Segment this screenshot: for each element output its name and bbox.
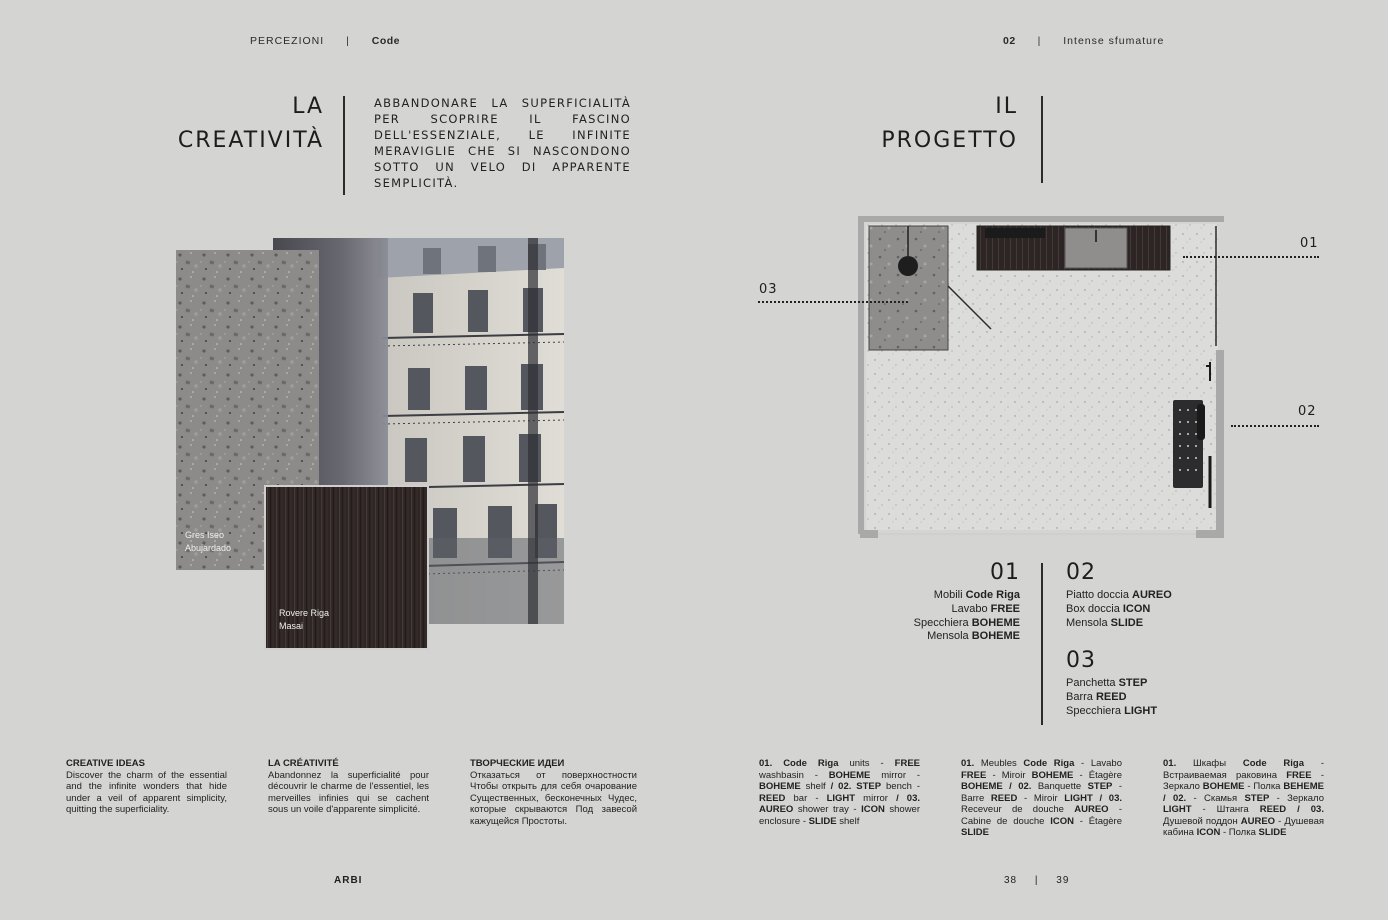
spec-run: - Зеркало xyxy=(1163,769,1324,792)
legend-item-model: AUREO xyxy=(1132,589,1172,601)
legend-list-03 xyxy=(1066,677,1226,718)
spec-run: - Étagère xyxy=(1073,769,1123,781)
spec-run: ICON xyxy=(1196,827,1221,838)
legend-group-01 xyxy=(880,560,1020,644)
legend-group-03 xyxy=(1066,648,1226,718)
spec-run: Code Riga xyxy=(1242,758,1305,769)
spec-run: 01. xyxy=(759,758,784,769)
legend-item xyxy=(1066,691,1226,705)
wood-swatch xyxy=(266,487,427,648)
legend-item xyxy=(880,603,1020,617)
legend-item-model: Code Riga xyxy=(965,589,1020,601)
spec-run: shower tray - xyxy=(793,804,862,815)
callout-01-leader xyxy=(1183,256,1319,258)
spec-run: REED xyxy=(759,792,786,804)
header-topic: Code xyxy=(371,35,401,47)
header-right-separator: | xyxy=(1037,35,1042,47)
legend-item-type: Specchiera xyxy=(913,616,972,629)
spec-run: LIGHT xyxy=(826,792,856,804)
legend-item-type: Mensola xyxy=(1066,616,1111,629)
legend-item-model: BOHEME xyxy=(971,630,1020,643)
spec-run: Receveur de douche xyxy=(961,804,1075,815)
spec-run: ICON xyxy=(861,804,885,815)
spec-run: SLIDE xyxy=(961,827,989,838)
legend-item-type: Piatto doccia xyxy=(1066,589,1133,601)
left-title xyxy=(120,90,324,158)
stone-swatch-name: Gres Iseo xyxy=(185,530,225,540)
spec-run: SLIDE xyxy=(1258,827,1287,838)
callout-03-leader xyxy=(758,301,908,303)
spec-run: BOHEME xyxy=(759,781,801,792)
spec-run: / 02. STEP xyxy=(830,781,882,792)
spec-run: Code Riga xyxy=(1023,758,1075,769)
spec-run: LIGHT / 03. xyxy=(1064,792,1123,804)
spec-run: - Полка xyxy=(1244,781,1284,792)
legend-item-type: Box doccia xyxy=(1066,602,1123,615)
left-lead: ABBANDONARE LA SUPERFICIALITÀ PER SCOPRIRE IL FASCINO DELL'ESSENZIALE, LE INFINITE MERAVIGLIE CHE SI NASCONDONO SOTTO UN VELO DI APPARENTE SEMPLICITÀ. xyxy=(374,96,631,190)
spec-run: BOHEME xyxy=(1031,769,1074,781)
header-subtitle: Intense sfumature xyxy=(1063,35,1165,47)
spec-run: shower enclosure - xyxy=(759,804,921,827)
spec-run: AUREO xyxy=(1074,804,1109,815)
legend-item-type: Mobili xyxy=(933,589,966,601)
spec-run: Code Riga xyxy=(783,758,839,769)
spec-run: mirror - xyxy=(870,769,920,781)
spec-run: - Встраиваемая раковина xyxy=(1163,758,1324,781)
callout-01-label: 01 xyxy=(1300,236,1319,251)
caption-en xyxy=(66,758,227,816)
legend-item-type: Panchetta xyxy=(1066,677,1119,689)
wood-swatch-label xyxy=(279,607,329,633)
spec-run: SLIDE xyxy=(808,815,837,827)
spec-run: 01. xyxy=(1163,758,1177,769)
spec-run: bench - xyxy=(881,781,920,792)
legend-item xyxy=(1066,603,1226,617)
legend-group-02 xyxy=(1066,560,1226,630)
legend-item xyxy=(880,630,1020,644)
page-separator: | xyxy=(1034,875,1039,886)
caption-ru xyxy=(470,758,637,827)
legend-item-model: STEP xyxy=(1118,677,1148,689)
spec-run: Шкафы xyxy=(1176,758,1243,769)
legend-item-model: SLIDE xyxy=(1110,616,1144,629)
callout-03-label: 03 xyxy=(759,282,778,297)
spec-run: LIGHT xyxy=(1163,804,1192,815)
stone-swatch-label xyxy=(185,529,231,555)
header-number: 02 xyxy=(1003,35,1016,47)
legend-item-model: REED xyxy=(1095,690,1127,703)
spec-run: units - xyxy=(838,758,895,769)
spec-run: Meubles xyxy=(974,758,1024,769)
spec-run: FREE xyxy=(894,758,920,769)
floor-plan-graphic xyxy=(858,216,1226,538)
caption-fr-title: LA CRÉATIVITÉ xyxy=(268,758,339,769)
legend-item xyxy=(880,589,1020,603)
spec-run: / 03. AUREO xyxy=(759,792,920,815)
left-title-divider xyxy=(343,96,345,195)
legend-item-type: Barra xyxy=(1066,690,1096,703)
right-title xyxy=(830,90,1018,158)
spec-run: - Lavabo xyxy=(1074,758,1122,769)
legend-number-02: 02 xyxy=(1066,560,1096,585)
header-left xyxy=(250,35,400,47)
header-right xyxy=(1003,35,1164,47)
specs-ru xyxy=(1163,758,1324,839)
legend-item-model: ICON xyxy=(1122,602,1151,615)
spec-run: FREE xyxy=(961,769,987,781)
right-title-line1: IL xyxy=(995,94,1018,119)
caption-ru-body: Отказаться от поверхностности Чтобы открыть для себя очарование Существенных, бесконечных Чудес, которые скрываются Под завесой кажущейся Простоты. xyxy=(470,769,637,827)
spec-run: Banquette xyxy=(1031,781,1088,792)
legend-item-model: LIGHT xyxy=(1124,704,1158,717)
legend-divider xyxy=(1041,563,1043,725)
legend-item-type: Lavabo xyxy=(951,602,991,615)
left-title-line1: LA xyxy=(292,94,324,119)
spec-run: - Полка xyxy=(1220,827,1259,838)
legend-item xyxy=(1066,705,1226,719)
legend-number-01: 01 xyxy=(990,560,1020,585)
spec-run: - Miroir xyxy=(1017,792,1065,804)
spec-run: - Штанга xyxy=(1191,804,1260,815)
spec-run: AUREO xyxy=(1240,815,1276,827)
floor-plan xyxy=(858,216,1226,538)
footer-pages xyxy=(1004,875,1069,886)
spec-run: - Cabine de douche xyxy=(961,804,1122,827)
spec-run: BOHEME xyxy=(1202,781,1245,792)
legend-item xyxy=(1066,677,1226,691)
right-title-divider xyxy=(1041,96,1043,183)
caption-fr-body: Abandonnez la superficialité pour découvrir le charme de l'essentiel, les merveilles infinies qui se cachent sous un voile d'apparente simplicité. xyxy=(268,769,429,815)
spec-run: Душевой поддон xyxy=(1163,815,1241,827)
spec-run: - Barre xyxy=(961,781,1122,804)
legend-list-01 xyxy=(880,589,1020,644)
spec-run: BOHEME xyxy=(828,769,871,781)
legend-number-03: 03 xyxy=(1066,648,1096,673)
caption-en-body: Discover the charm of the essential and the infinite wonders that hide under a veil of apparent simplicity, quitting the superficiality. xyxy=(66,769,227,815)
spec-run: 01. xyxy=(961,758,975,769)
stone-swatch-finish: Abujardado xyxy=(185,543,232,553)
wood-swatch-name: Rovere Riga xyxy=(279,608,330,618)
callout-02-leader xyxy=(1231,425,1319,427)
legend-item-model: FREE xyxy=(990,602,1020,615)
spec-run: REED xyxy=(990,792,1018,804)
spec-run: STEP xyxy=(1244,792,1270,804)
spec-run: washbasin - xyxy=(759,769,829,781)
page-number-left: 38 xyxy=(1004,875,1018,886)
legend-item-type: Specchiera xyxy=(1066,704,1125,717)
spec-run: - Душевая кабина xyxy=(1163,815,1324,838)
legend-list-02 xyxy=(1066,589,1226,630)
spec-run: - Miroir xyxy=(986,769,1032,781)
spec-run: - Зеркало xyxy=(1269,792,1324,804)
spec-run: BEHEME / 02. xyxy=(1163,781,1324,804)
spec-run: BOHEME / 02. xyxy=(961,781,1032,792)
spec-run: shelf xyxy=(800,781,831,792)
wood-swatch-finish: Masai xyxy=(279,621,304,631)
caption-fr xyxy=(268,758,429,816)
spec-run: - Étagère xyxy=(1073,815,1122,827)
spec-run: bar - xyxy=(785,792,827,804)
specs-fr xyxy=(961,758,1122,839)
spec-run: shelf xyxy=(836,815,860,827)
caption-ru-title: ТВОРЧЕСКИЕ ИДЕИ xyxy=(470,758,565,769)
legend-item-type: Mensola xyxy=(927,630,972,643)
header-section: PERCEZIONI xyxy=(250,35,325,47)
caption-en-title: CREATIVE IDEAS xyxy=(66,758,146,769)
spec-run: mirror xyxy=(855,792,897,804)
left-title-line2: CREATIVITÀ xyxy=(177,128,324,153)
specs-en xyxy=(759,758,920,827)
spec-run: REED / 03. xyxy=(1259,804,1324,815)
header-separator: | xyxy=(346,35,350,47)
legend-item xyxy=(880,617,1020,631)
spec-run: FREE xyxy=(1286,769,1312,781)
spec-run: ICON xyxy=(1050,815,1074,827)
legend-item-model: BOHEME xyxy=(971,616,1020,629)
footer-brand: ARBI xyxy=(334,875,363,886)
spec-run: STEP xyxy=(1087,781,1113,792)
callout-02-label: 02 xyxy=(1298,404,1317,419)
legend-item xyxy=(1066,617,1226,631)
legend-item xyxy=(1066,589,1226,603)
right-title-line2: PROGETTO xyxy=(881,128,1018,153)
page-number-right: 39 xyxy=(1056,875,1070,886)
spec-run: - Скамья xyxy=(1186,792,1245,804)
